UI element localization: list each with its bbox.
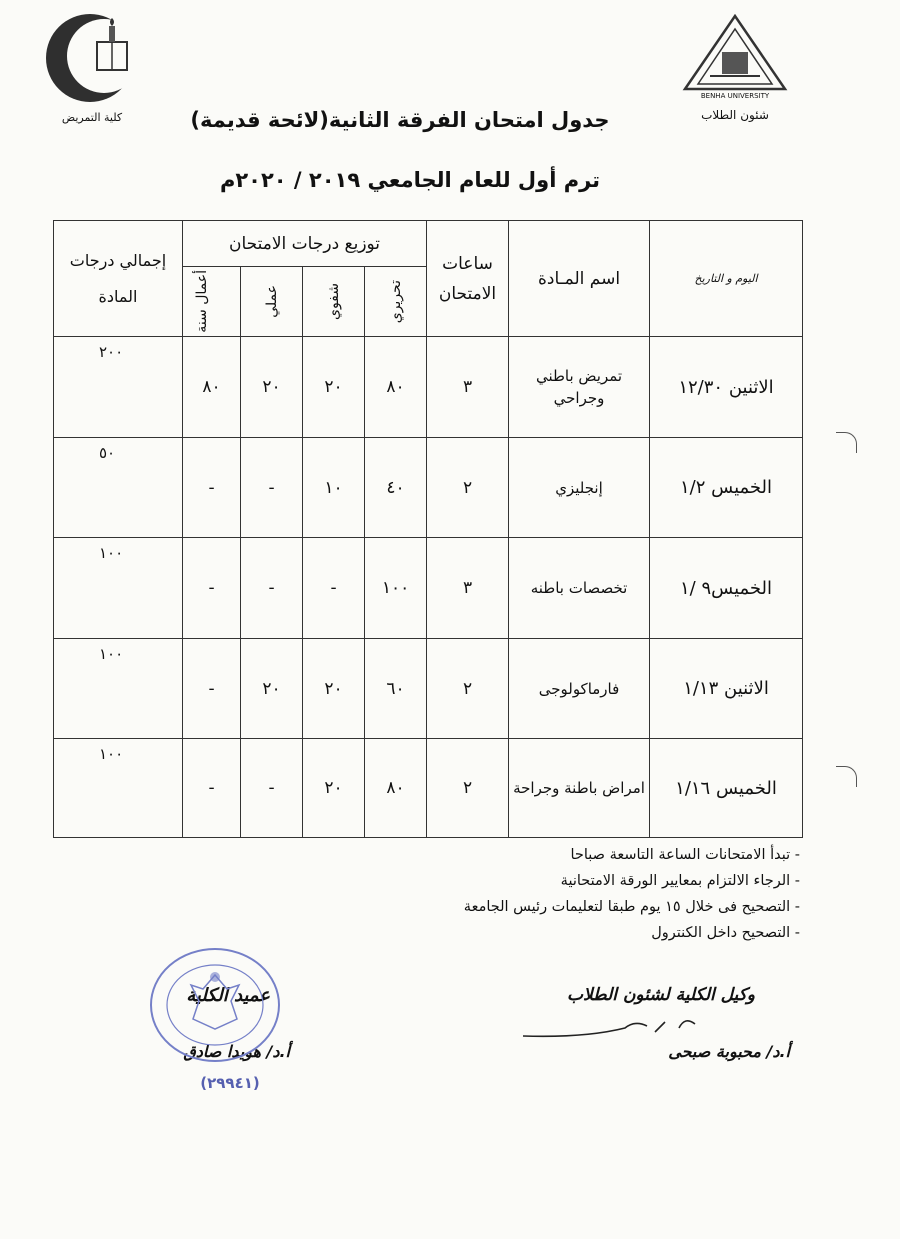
cell-year-work: ٨٠ <box>183 337 241 438</box>
cell-subject: امراض باطنة وجراحة <box>509 739 650 838</box>
cell-year-work: - <box>183 538 241 639</box>
exam-schedule-table <box>53 220 803 838</box>
table-row <box>54 639 803 739</box>
table-row <box>54 739 803 838</box>
cell-date: الخميس ١/١٦ <box>650 739 803 838</box>
cell-subject: تخصصات باطنه <box>509 538 650 639</box>
table-row <box>54 337 803 438</box>
cell-date: الاثنين ١/١٣ <box>650 639 803 739</box>
cell-year-work: - <box>183 639 241 739</box>
official-stamp <box>145 945 285 1065</box>
cell-practical: ٢٠ <box>241 639 303 739</box>
header-oral: شفوي <box>325 282 342 320</box>
cell-subject: تمريض باطني وجراحي <box>509 337 650 438</box>
note-item: - الرجاء الالتزام بمعايير الورقة الامتحانية <box>560 873 800 889</box>
cell-total: ١٠٠ <box>99 645 124 663</box>
cell-hours: ٢ <box>427 739 509 838</box>
cell-subject: إنجليزي <box>509 438 650 538</box>
cell-practical: - <box>241 538 303 639</box>
cell-total: ٥٠ <box>99 444 116 462</box>
cell-oral: ١٠ <box>303 438 365 538</box>
cell-written: ٤٠ <box>365 438 427 538</box>
cell-oral: ٢٠ <box>303 639 365 739</box>
header-written: تحريري <box>387 279 404 324</box>
cell-practical: ٢٠ <box>241 337 303 438</box>
page-subtitle: ترم أول للعام الجامعي ٢٠١٩ / ٢٠٢٠م <box>219 168 601 192</box>
cell-total: ١٠٠ <box>99 745 124 763</box>
punch-hole-mark <box>836 766 857 787</box>
cell-hours: ٣ <box>427 538 509 639</box>
header-date: اليوم و التاريخ <box>650 221 803 337</box>
cell-oral: ٢٠ <box>303 337 365 438</box>
university-logo <box>680 14 790 122</box>
cell-total: ١٠٠ <box>99 544 124 562</box>
cell-year-work: - <box>183 438 241 538</box>
header-total: إجمالي درجات المادة <box>54 221 183 337</box>
university-logo-caption: BENHA UNIVERSITY <box>700 92 770 100</box>
cell-written: ١٠٠ <box>365 538 427 639</box>
faculty-logo <box>42 12 142 122</box>
cell-hours: ٣ <box>427 337 509 438</box>
cell-subject: فارماكولوجى <box>509 639 650 739</box>
cell-date: الخميس ١/٢ <box>650 438 803 538</box>
cell-written: ٨٠ <box>365 739 427 838</box>
notes-list <box>350 842 800 946</box>
cell-hours: ٢ <box>427 438 509 538</box>
handwritten-signature <box>515 1012 700 1046</box>
dean-title: عميد الكلية <box>186 985 270 1006</box>
table-row <box>54 538 803 639</box>
stamp-number: (٢٩٩٤١) <box>200 1074 260 1092</box>
vice-dean-title: وكيل الكلية لشئون الطلاب <box>567 985 755 1005</box>
cell-year-work: - <box>183 739 241 838</box>
cell-hours: ٢ <box>427 639 509 739</box>
cell-written: ٨٠ <box>365 337 427 438</box>
note-item: - التصحيح داخل الكنترول <box>651 925 800 941</box>
cell-practical: - <box>241 438 303 538</box>
note-item: - التصحيح فى خلال ١٥ يوم طبقا لتعليمات رئيس الجامعة <box>463 899 800 915</box>
cell-total: ٢٠٠ <box>99 343 124 361</box>
cell-date: الاثنين ١٢/٣٠ <box>650 337 803 438</box>
header-subject: اسم المـادة <box>509 221 650 337</box>
note-item: - تبدأ الامتحانات الساعة التاسعة صباحا <box>570 847 800 863</box>
vice-dean-name: أ.د/ محبوبة صبحى <box>668 1042 790 1061</box>
cell-practical: - <box>241 739 303 838</box>
cell-oral: - <box>303 538 365 639</box>
table-row <box>54 438 803 538</box>
header-year-work: أعمال سنة <box>193 270 210 333</box>
cell-date: الخميس٩ /١ <box>650 538 803 639</box>
header-hours: ساعات الامتحان <box>427 221 509 337</box>
page-title: جدول امتحان الفرقة الثانية(لائحة قديمة) <box>190 108 610 132</box>
dean-name: أ.د/ هويدا صادق <box>183 1042 290 1061</box>
punch-hole-mark <box>836 432 857 453</box>
header-practical: عملي <box>263 285 280 318</box>
header-distribution: توزيع درجات الامتحان <box>183 221 427 267</box>
student-affairs-label: شئون الطلاب <box>701 108 769 122</box>
faculty-logo-caption: كلية التمريض <box>61 111 123 124</box>
cell-written: ٦٠ <box>365 639 427 739</box>
cell-oral: ٢٠ <box>303 739 365 838</box>
